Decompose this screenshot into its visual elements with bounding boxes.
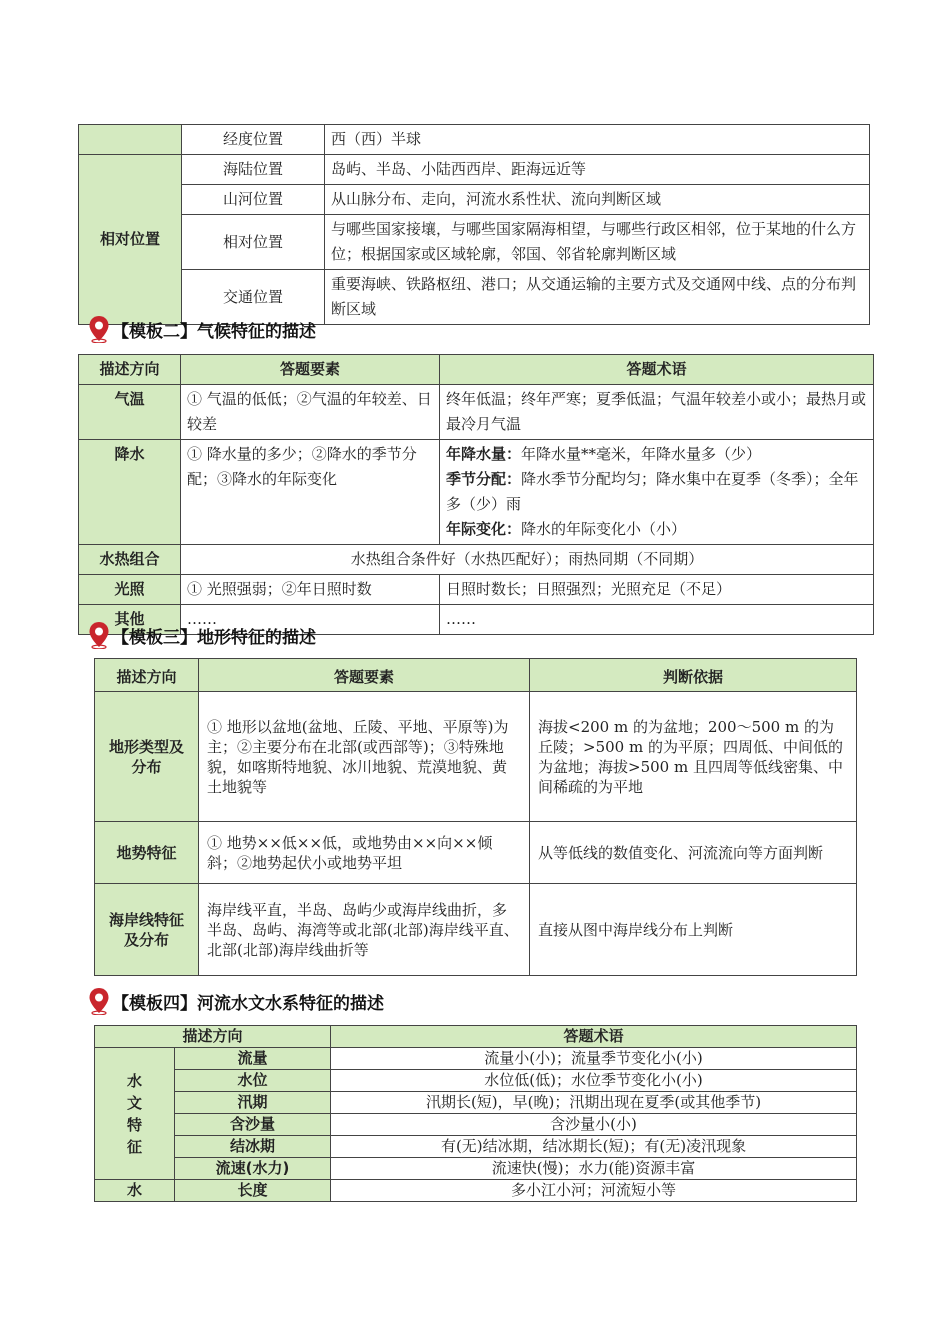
row-direction: 水热组合 [79, 545, 181, 575]
row-direction: 气温 [79, 385, 181, 440]
row-direction: 结冰期 [175, 1136, 331, 1158]
row-direction: 水位 [175, 1070, 331, 1092]
section-heading [88, 620, 316, 650]
map-pin-icon [88, 315, 110, 343]
relative-position-table [78, 124, 870, 325]
row-item: 交通位置 [182, 270, 325, 325]
row-desc: 岛屿、半岛、小陆西西岸、距海远近等 [325, 155, 870, 185]
row-desc: 重要海峡、铁路枢纽、港口；从交通运输的主要方式及交通网中线、点的分布判断区域 [325, 270, 870, 325]
row-elements: 海岸线平直，半岛、岛屿少或海岸线曲折，多半岛、岛屿、海湾等或北部(北部)海岸线平直、北部(北部)海岸线曲折等 [199, 884, 530, 976]
term-label: 年降水量： [446, 445, 522, 463]
vertical-group-label: 水文特征 [126, 1071, 142, 1156]
river-table [94, 1025, 857, 1202]
row-terms: …… [440, 605, 874, 635]
row-terms: 日照时数长；日照强烈；光照充足（不足） [440, 575, 874, 605]
column-header: 答题术语 [331, 1026, 857, 1048]
row-terms: 汛期长(短)，早(晚)；汛期出现在夏季(或其他季节) [331, 1092, 857, 1114]
column-header: 答题术语 [440, 355, 874, 385]
group-label: 相对位置 [79, 155, 182, 325]
row-basis: 海拔<200 m 的为盆地；200～500 m 的为丘陵；>500 m 的为平原；四周低、中间低的为盆地；海拔>500 m 且四周等低线密集、中间稀疏的为平地 [530, 692, 857, 822]
section-heading [88, 314, 316, 344]
climate-table [78, 354, 874, 635]
terrain-table [94, 658, 857, 976]
row-elements: …… [181, 605, 440, 635]
term-label: 季节分配： [446, 470, 522, 488]
row-desc: 西（西）半球 [325, 125, 870, 155]
row-terms: 流量小(小)；流量季节变化小(小) [331, 1048, 857, 1070]
row-direction: 光照 [79, 575, 181, 605]
row-terms: 终年低温；终年严寒；夏季低温；气温年较差小或小；最热月或最冷月气温 [440, 385, 874, 440]
section-heading [88, 986, 384, 1016]
row-item: 经度位置 [182, 125, 325, 155]
column-header: 答题要素 [181, 355, 440, 385]
column-header: 描述方向 [95, 1026, 331, 1048]
row-elements: ① 光照强弱；②年日照时数 [181, 575, 440, 605]
row-text: 水热组合条件好（水热匹配好）；雨热同期（不同期） [181, 545, 874, 575]
row-terms: 流速快(慢)；水力(能)资源丰富 [331, 1158, 857, 1180]
row-desc: 与哪些国家接壤，与哪些国家隔海相望，与哪些行政区相邻，位于某地的什么方位；根据国家或区域轮廓，邻国、邻省轮廓判断区域 [325, 215, 870, 270]
row-direction: 地形类型及分布 [95, 692, 199, 822]
row-terms: 含沙量小(小) [331, 1114, 857, 1136]
row-elements: ① 气温的低低；②气温的年较差、日较差 [181, 385, 440, 440]
term-label: 年际变化： [446, 520, 522, 538]
row-direction: 含沙量 [175, 1114, 331, 1136]
column-header: 描述方向 [95, 659, 199, 692]
row-terms: 多小江小河；河流短小等 [331, 1180, 857, 1202]
row-elements: ① 降水量的多少；②降水的季节分配；③降水的年际变化 [181, 440, 440, 545]
row-desc: 从山脉分布、走向，河流水系性状、流向判断区域 [325, 185, 870, 215]
row-terms [440, 440, 874, 545]
term-text: 降水季节分配均匀；降水集中在夏季（冬季）；全年多（少）雨 [446, 470, 859, 513]
map-pin-icon [88, 987, 110, 1015]
row-direction: 海岸线特征及分布 [95, 884, 199, 976]
table-cell [79, 125, 182, 155]
row-direction: 地势特征 [95, 822, 199, 884]
section-title: 【模板二】气候特征的描述 [112, 321, 316, 342]
column-header: 描述方向 [79, 355, 181, 385]
term-text: 降水的年际变化小（小） [521, 520, 687, 538]
row-terms: 有(无)结冰期，结冰期长(短)；有(无)凌汛现象 [331, 1136, 857, 1158]
row-item: 山河位置 [182, 185, 325, 215]
row-direction: 其他 [79, 605, 181, 635]
row-direction: 降水 [79, 440, 181, 545]
section-title: 【模板四】河流水文水系特征的描述 [112, 993, 384, 1014]
row-direction: 流量 [175, 1048, 331, 1070]
row-elements: ① 地势××低××低，或地势由××向××倾斜；②地势起伏小或地势平坦 [199, 822, 530, 884]
map-pin-icon [88, 621, 110, 649]
row-elements: ① 地形以盆地(盆地、丘陵、平地、平原等)为主；②主要分布在北部(或西部等)；③特殊地貌，如喀斯特地貌、冰川地貌、荒漠地貌、黄土地貌等 [199, 692, 530, 822]
row-direction: 长度 [175, 1180, 331, 1202]
section-title: 【模板三】地形特征的描述 [112, 627, 316, 648]
column-header: 答题要素 [199, 659, 530, 692]
row-item: 海陆位置 [182, 155, 325, 185]
row-basis: 从等低线的数值变化、河流流向等方面判断 [530, 822, 857, 884]
row-item: 相对位置 [182, 215, 325, 270]
row-terms: 水位低(低)；水位季节变化小(小) [331, 1070, 857, 1092]
term-text: 年降水量**毫米，年降水量多（少） [521, 445, 762, 463]
row-basis: 直接从图中海岸线分布上判断 [530, 884, 857, 976]
group-label [95, 1048, 175, 1180]
column-header: 判断依据 [530, 659, 857, 692]
row-direction: 流速(水力) [175, 1158, 331, 1180]
group-label: 水 [95, 1180, 175, 1202]
row-direction: 汛期 [175, 1092, 331, 1114]
